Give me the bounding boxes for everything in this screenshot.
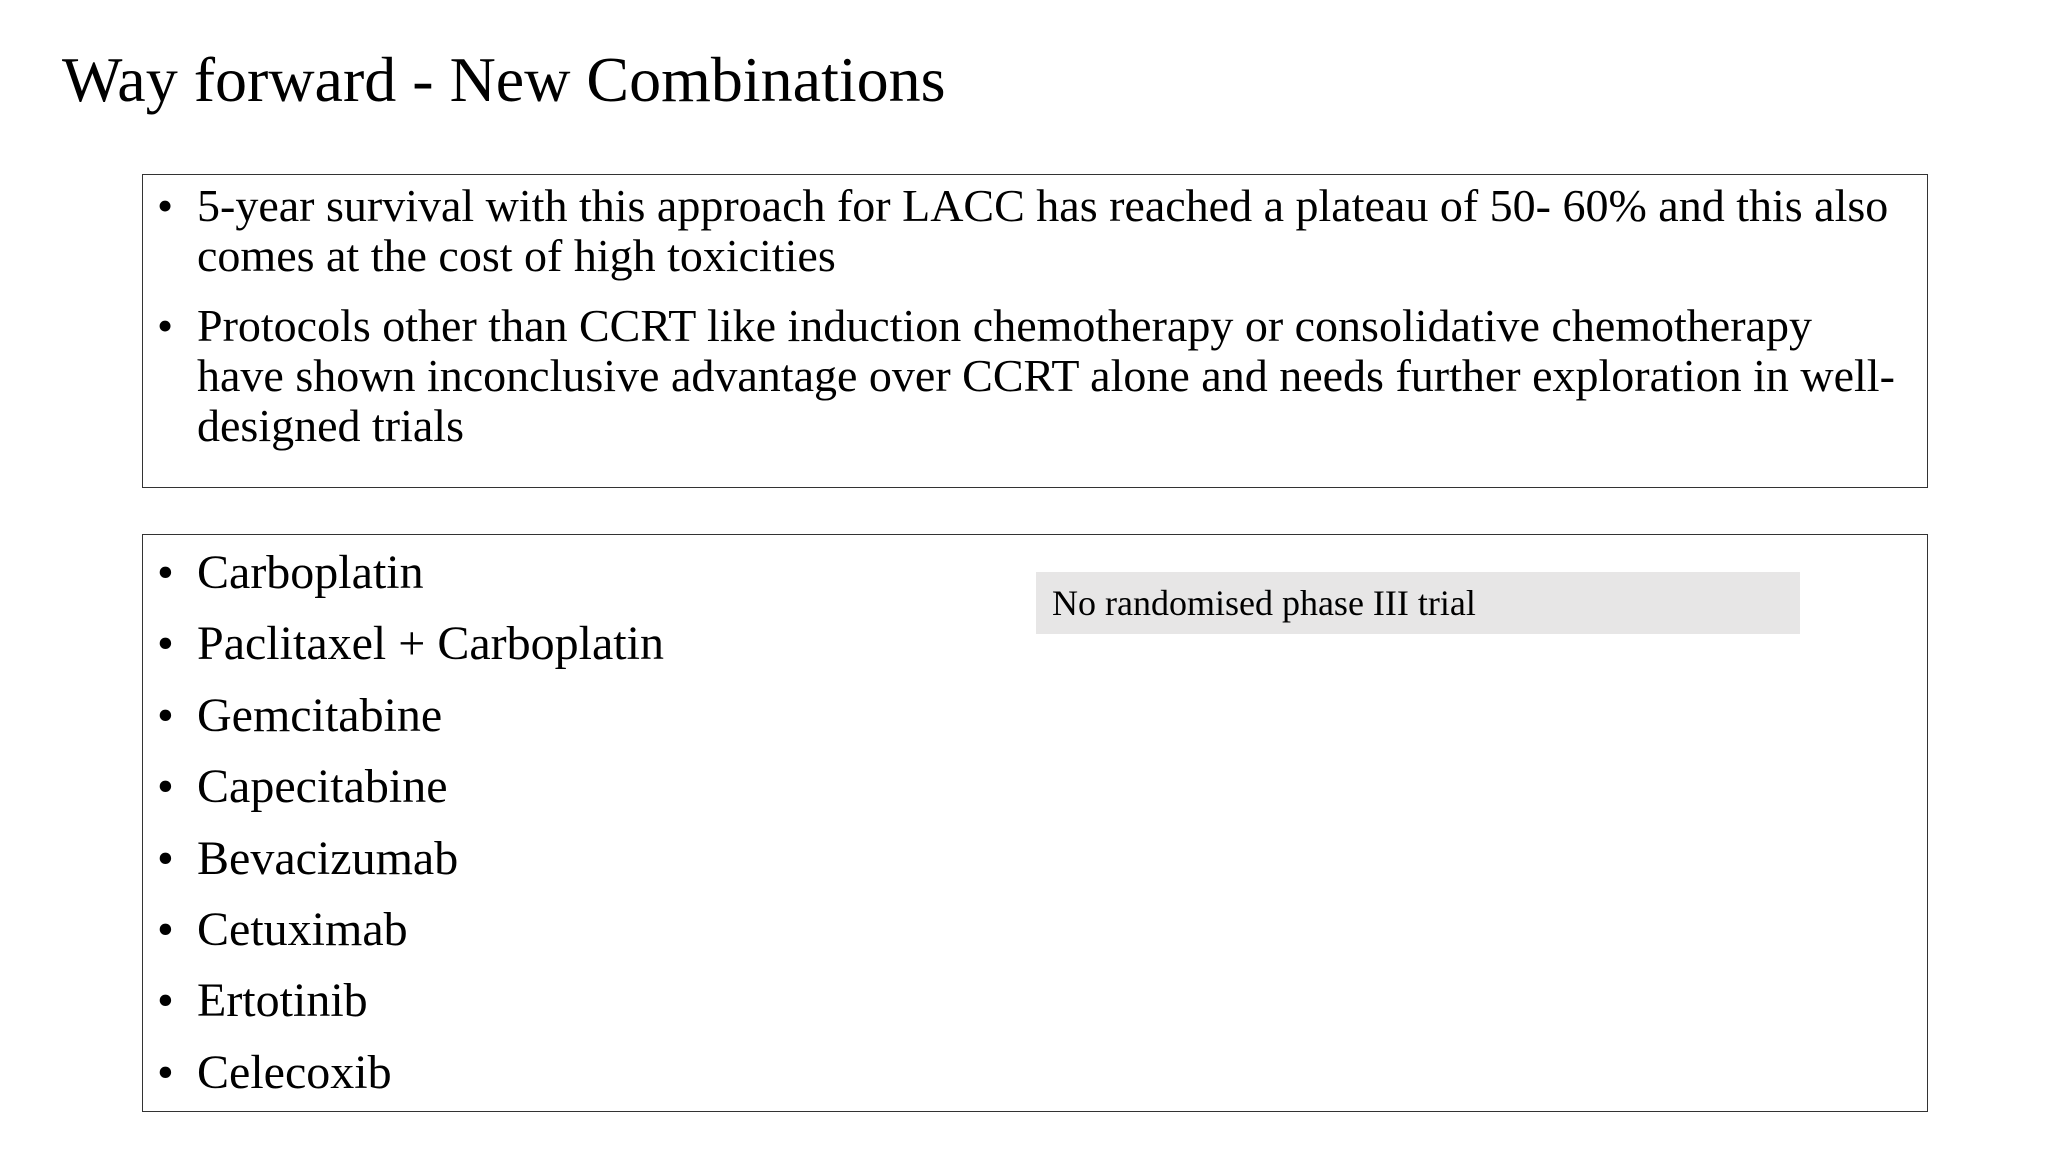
agent-item: • Celecoxib xyxy=(143,1037,1043,1108)
summary-point: • Protocols other than CCRT like induction chemotherapy or consolidative chemotherapy have shown inconclusive advantage over CCRT alone and needs further exploration in well-designed trials xyxy=(143,301,1903,451)
agent-item: • Paclitaxel + Carboplatin xyxy=(143,608,1043,679)
agent-item: • Cetuximab xyxy=(143,894,1043,965)
agent-item: • Ertotinib xyxy=(143,965,1043,1036)
agent-item: • Bevacizumab xyxy=(143,823,1043,894)
summary-point: • 5-year survival with this approach for LACC has reached a plateau of 50- 60% and this also comes at the cost of high toxicities xyxy=(143,181,1903,281)
agent-item: • Carboplatin xyxy=(143,537,1043,608)
slide-title: Way forward - New Combinations xyxy=(62,44,946,115)
summary-list xyxy=(143,181,1903,471)
agents-list xyxy=(143,537,1043,1108)
agent-item: • Capecitabine xyxy=(143,751,1043,822)
agent-item: • Gemcitabine xyxy=(143,680,1043,751)
summary-box xyxy=(142,174,1928,488)
trial-note-callout: No randomised phase III trial xyxy=(1036,572,1800,634)
